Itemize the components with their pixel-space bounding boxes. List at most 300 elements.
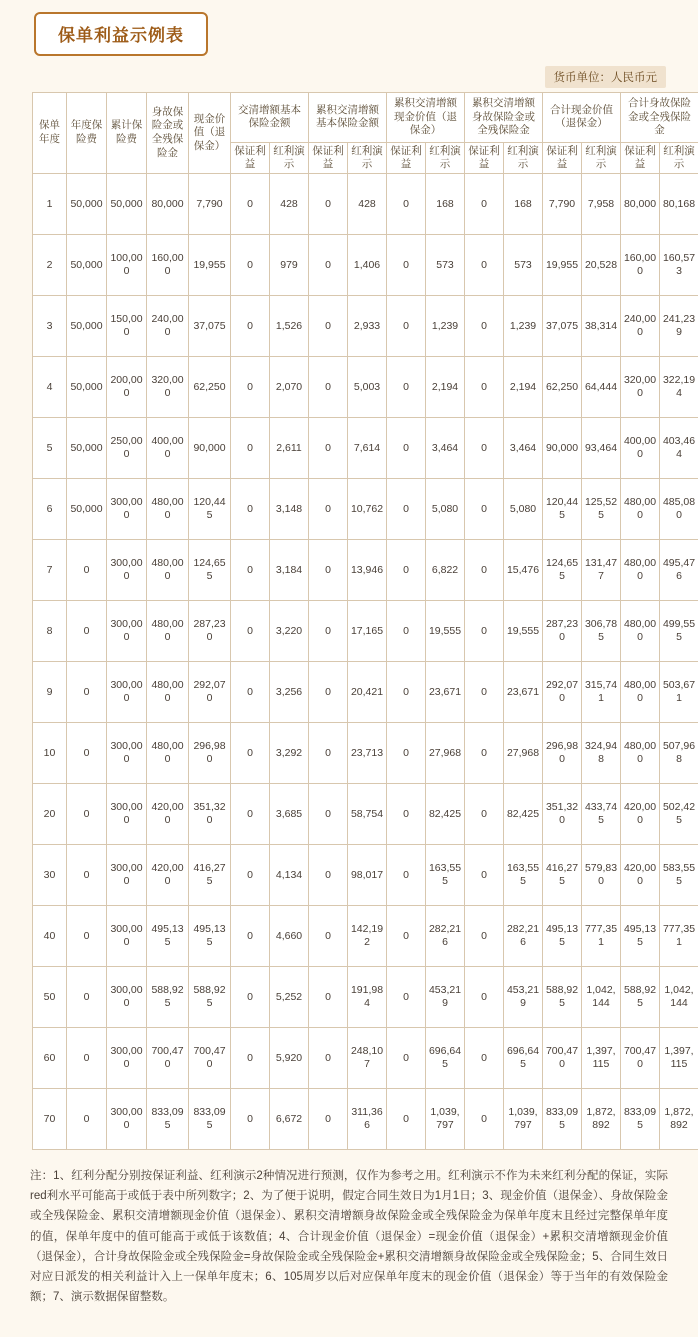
cell-g6: 833,095 (621, 1089, 660, 1150)
cell-g3: 0 (387, 540, 426, 601)
cell-g3: 0 (387, 906, 426, 967)
cell-g5: 833,095 (543, 1089, 582, 1150)
cell-g2: 0 (309, 296, 348, 357)
cell-year: 6 (33, 479, 67, 540)
cell-g6: 160,000 (621, 235, 660, 296)
cell-d4: 23,671 (504, 662, 543, 723)
cell-g5: 292,070 (543, 662, 582, 723)
table-row (33, 357, 698, 418)
cell-d4: 573 (504, 235, 543, 296)
cell-g6: 700,470 (621, 1028, 660, 1089)
cell-d5: 579,830 (582, 845, 621, 906)
cell-cash: 588,925 (189, 967, 231, 1028)
table-row (33, 235, 698, 296)
cell-d6: 495,476 (660, 540, 698, 601)
cell-g4: 0 (465, 784, 504, 845)
cell-d5: 433,745 (582, 784, 621, 845)
cell-d2: 2,933 (348, 296, 387, 357)
cell-d1: 3,685 (270, 784, 309, 845)
cell-g2: 0 (309, 479, 348, 540)
table-row (33, 1028, 698, 1089)
cell-g6: 495,135 (621, 906, 660, 967)
cell-g5: 120,445 (543, 479, 582, 540)
cell-d3: 3,464 (426, 418, 465, 479)
cell-d2: 142,192 (348, 906, 387, 967)
cell-d2: 1,406 (348, 235, 387, 296)
cell-year: 7 (33, 540, 67, 601)
cell-premium: 0 (67, 601, 107, 662)
cell-death: 480,000 (147, 662, 189, 723)
cell-g2: 0 (309, 723, 348, 784)
cell-cum_premium: 100,000 (107, 235, 147, 296)
cell-d4: 282,216 (504, 906, 543, 967)
header-row-groups (33, 93, 698, 143)
cell-g4: 0 (465, 1028, 504, 1089)
cell-cum_premium: 150,000 (107, 296, 147, 357)
cell-death: 480,000 (147, 479, 189, 540)
cell-g3: 0 (387, 1089, 426, 1150)
cell-d2: 98,017 (348, 845, 387, 906)
cell-g4: 0 (465, 418, 504, 479)
header-annual-premium: 年度保险费 (67, 93, 107, 174)
cell-g5: 700,470 (543, 1028, 582, 1089)
cell-death: 420,000 (147, 784, 189, 845)
cell-premium: 50,000 (67, 418, 107, 479)
table-body (33, 174, 698, 1150)
cell-d4: 163,555 (504, 845, 543, 906)
cell-d3: 168 (426, 174, 465, 235)
cell-cum_premium: 250,000 (107, 418, 147, 479)
cell-cum_premium: 300,000 (107, 723, 147, 784)
cell-d6: 1,397,115 (660, 1028, 698, 1089)
cell-g6: 400,000 (621, 418, 660, 479)
cell-g1: 0 (231, 906, 270, 967)
table-head (33, 93, 698, 174)
cell-g2: 0 (309, 845, 348, 906)
cell-d4: 19,555 (504, 601, 543, 662)
cell-d4: 15,476 (504, 540, 543, 601)
table-row (33, 479, 698, 540)
subheader-dividend-3: 红利演示 (426, 142, 465, 173)
cell-death: 80,000 (147, 174, 189, 235)
cell-g1: 0 (231, 479, 270, 540)
cell-g6: 420,000 (621, 845, 660, 906)
cell-d6: 485,080 (660, 479, 698, 540)
cell-g1: 0 (231, 235, 270, 296)
cell-g1: 0 (231, 418, 270, 479)
cell-d2: 17,165 (348, 601, 387, 662)
cell-d3: 282,216 (426, 906, 465, 967)
cell-premium: 0 (67, 540, 107, 601)
header-policy-year: 保单年度 (33, 93, 67, 174)
cell-cash: 37,075 (189, 296, 231, 357)
cell-cum_premium: 300,000 (107, 1028, 147, 1089)
cell-g2: 0 (309, 235, 348, 296)
cell-g3: 0 (387, 479, 426, 540)
page-title: 保单利益示例表 (34, 12, 208, 56)
cell-premium: 0 (67, 784, 107, 845)
cell-cum_premium: 300,000 (107, 662, 147, 723)
cell-cum_premium: 300,000 (107, 1089, 147, 1150)
cell-g2: 0 (309, 174, 348, 235)
benefit-illustration-table (32, 92, 698, 1150)
cell-g4: 0 (465, 479, 504, 540)
cell-d3: 163,555 (426, 845, 465, 906)
cell-g3: 0 (387, 784, 426, 845)
cell-premium: 50,000 (67, 235, 107, 296)
cell-d1: 3,292 (270, 723, 309, 784)
cell-g1: 0 (231, 540, 270, 601)
cell-d1: 428 (270, 174, 309, 235)
cell-cash: 416,275 (189, 845, 231, 906)
cell-d6: 241,239 (660, 296, 698, 357)
cell-d5: 777,351 (582, 906, 621, 967)
cell-d5: 1,042,144 (582, 967, 621, 1028)
cell-g3: 0 (387, 845, 426, 906)
cell-g4: 0 (465, 1089, 504, 1150)
cell-d4: 27,968 (504, 723, 543, 784)
cell-year: 9 (33, 662, 67, 723)
cell-cash: 90,000 (189, 418, 231, 479)
cell-g2: 0 (309, 906, 348, 967)
cell-g4: 0 (465, 723, 504, 784)
cell-g1: 0 (231, 845, 270, 906)
cell-g4: 0 (465, 357, 504, 418)
cell-g4: 0 (465, 174, 504, 235)
cell-premium: 0 (67, 1089, 107, 1150)
table-row (33, 174, 698, 235)
subheader-dividend-4: 红利演示 (504, 142, 543, 173)
table-row (33, 296, 698, 357)
cell-d5: 324,948 (582, 723, 621, 784)
cell-g3: 0 (387, 1028, 426, 1089)
currency-note-row (0, 62, 698, 92)
cell-g3: 0 (387, 601, 426, 662)
cell-d5: 1,397,115 (582, 1028, 621, 1089)
cell-g2: 0 (309, 784, 348, 845)
cell-cum_premium: 300,000 (107, 601, 147, 662)
cell-premium: 0 (67, 967, 107, 1028)
cell-d2: 20,421 (348, 662, 387, 723)
cell-g6: 480,000 (621, 540, 660, 601)
cell-g2: 0 (309, 1089, 348, 1150)
cell-d6: 1,042,144 (660, 967, 698, 1028)
cell-d3: 19,555 (426, 601, 465, 662)
cell-g5: 416,275 (543, 845, 582, 906)
cell-death: 833,095 (147, 1089, 189, 1150)
cell-cash: 124,655 (189, 540, 231, 601)
cell-d2: 7,614 (348, 418, 387, 479)
cell-death: 320,000 (147, 357, 189, 418)
header-group-cum-paidup-cash: 累积交清增额现金价值（退保金） (387, 93, 465, 143)
cell-d6: 403,464 (660, 418, 698, 479)
cell-g2: 0 (309, 357, 348, 418)
cell-d2: 191,984 (348, 967, 387, 1028)
cell-d4: 2,194 (504, 357, 543, 418)
cell-g5: 19,955 (543, 235, 582, 296)
cell-d1: 5,252 (270, 967, 309, 1028)
cell-g5: 62,250 (543, 357, 582, 418)
cell-d2: 23,713 (348, 723, 387, 784)
subheader-guarantee-5: 保证利益 (543, 142, 582, 173)
subheader-guarantee-4: 保证利益 (465, 142, 504, 173)
cell-g6: 480,000 (621, 662, 660, 723)
cell-d3: 573 (426, 235, 465, 296)
cell-year: 2 (33, 235, 67, 296)
cell-cum_premium: 300,000 (107, 906, 147, 967)
cell-g5: 287,230 (543, 601, 582, 662)
cell-g3: 0 (387, 662, 426, 723)
cell-d3: 453,219 (426, 967, 465, 1028)
cell-g4: 0 (465, 540, 504, 601)
cell-g2: 0 (309, 1028, 348, 1089)
cell-d6: 583,555 (660, 845, 698, 906)
cell-cum_premium: 300,000 (107, 540, 147, 601)
cell-death: 700,470 (147, 1028, 189, 1089)
subheader-dividend-1: 红利演示 (270, 142, 309, 173)
cell-g6: 420,000 (621, 784, 660, 845)
cell-g5: 351,320 (543, 784, 582, 845)
cell-g6: 480,000 (621, 601, 660, 662)
cell-cash: 495,135 (189, 906, 231, 967)
cell-d2: 13,946 (348, 540, 387, 601)
table-row (33, 845, 698, 906)
cell-premium: 0 (67, 662, 107, 723)
cell-death: 480,000 (147, 540, 189, 601)
cell-d4: 1,039,797 (504, 1089, 543, 1150)
cell-d2: 10,762 (348, 479, 387, 540)
currency-note: 货币单位：人民币元 (545, 66, 667, 88)
header-cash-value: 现金价值（退保金） (189, 93, 231, 174)
header-cumulative-premium: 累计保险费 (107, 93, 147, 174)
table-row (33, 967, 698, 1028)
cell-year: 20 (33, 784, 67, 845)
cell-year: 1 (33, 174, 67, 235)
cell-cum_premium: 300,000 (107, 967, 147, 1028)
cell-d3: 27,968 (426, 723, 465, 784)
cell-g1: 0 (231, 967, 270, 1028)
cell-premium: 50,000 (67, 479, 107, 540)
cell-d1: 3,184 (270, 540, 309, 601)
cell-g3: 0 (387, 235, 426, 296)
header-group-total-death: 合计身故保险金或全残保险金 (621, 93, 698, 143)
cell-d4: 453,219 (504, 967, 543, 1028)
cell-g2: 0 (309, 967, 348, 1028)
cell-cash: 296,980 (189, 723, 231, 784)
cell-d3: 1,239 (426, 296, 465, 357)
cell-d5: 20,528 (582, 235, 621, 296)
cell-death: 240,000 (147, 296, 189, 357)
cell-cash: 351,320 (189, 784, 231, 845)
cell-cum_premium: 300,000 (107, 479, 147, 540)
cell-death: 480,000 (147, 601, 189, 662)
cell-death: 480,000 (147, 723, 189, 784)
cell-d4: 5,080 (504, 479, 543, 540)
cell-g3: 0 (387, 723, 426, 784)
cell-premium: 0 (67, 723, 107, 784)
cell-d5: 93,464 (582, 418, 621, 479)
cell-d2: 428 (348, 174, 387, 235)
subheader-guarantee-2: 保证利益 (309, 142, 348, 173)
cell-d1: 3,256 (270, 662, 309, 723)
cell-g4: 0 (465, 662, 504, 723)
table-row (33, 1089, 698, 1150)
cell-d5: 64,444 (582, 357, 621, 418)
cell-d4: 1,239 (504, 296, 543, 357)
cell-g4: 0 (465, 296, 504, 357)
cell-death: 495,135 (147, 906, 189, 967)
table-row (33, 418, 698, 479)
cell-d6: 80,168 (660, 174, 698, 235)
cell-d5: 315,741 (582, 662, 621, 723)
cell-d1: 4,660 (270, 906, 309, 967)
cell-d3: 82,425 (426, 784, 465, 845)
benefit-table-wrap (0, 92, 698, 1150)
cell-g3: 0 (387, 296, 426, 357)
cell-d5: 306,785 (582, 601, 621, 662)
table-row (33, 723, 698, 784)
header-group-paidup-basic: 交清增额基本保险金额 (231, 93, 309, 143)
cell-d1: 4,134 (270, 845, 309, 906)
cell-year: 5 (33, 418, 67, 479)
cell-g6: 480,000 (621, 479, 660, 540)
cell-d1: 3,220 (270, 601, 309, 662)
cell-d6: 160,573 (660, 235, 698, 296)
cell-d3: 2,194 (426, 357, 465, 418)
cell-g4: 0 (465, 235, 504, 296)
cell-d2: 248,107 (348, 1028, 387, 1089)
cell-d6: 1,872,892 (660, 1089, 698, 1150)
cell-d1: 1,526 (270, 296, 309, 357)
table-row (33, 662, 698, 723)
cell-d3: 6,822 (426, 540, 465, 601)
cell-g4: 0 (465, 845, 504, 906)
subheader-dividend-2: 红利演示 (348, 142, 387, 173)
cell-cash: 7,790 (189, 174, 231, 235)
cell-g4: 0 (465, 967, 504, 1028)
cell-g4: 0 (465, 601, 504, 662)
cell-g2: 0 (309, 662, 348, 723)
cell-d1: 979 (270, 235, 309, 296)
cell-g3: 0 (387, 357, 426, 418)
cell-d5: 7,958 (582, 174, 621, 235)
cell-cash: 700,470 (189, 1028, 231, 1089)
cell-year: 30 (33, 845, 67, 906)
cell-premium: 50,000 (67, 357, 107, 418)
cell-g3: 0 (387, 174, 426, 235)
cell-g6: 240,000 (621, 296, 660, 357)
cell-year: 60 (33, 1028, 67, 1089)
cell-year: 40 (33, 906, 67, 967)
cell-g3: 0 (387, 418, 426, 479)
subheader-dividend-6: 红利演示 (660, 142, 698, 173)
cell-d5: 125,525 (582, 479, 621, 540)
cell-premium: 0 (67, 1028, 107, 1089)
table-row (33, 784, 698, 845)
cell-death: 400,000 (147, 418, 189, 479)
title-area (0, 0, 698, 62)
subheader-guarantee-3: 保证利益 (387, 142, 426, 173)
cell-cash: 120,445 (189, 479, 231, 540)
cell-g6: 480,000 (621, 723, 660, 784)
cell-death: 160,000 (147, 235, 189, 296)
cell-g1: 0 (231, 662, 270, 723)
cell-g1: 0 (231, 784, 270, 845)
table-row (33, 906, 698, 967)
subheader-guarantee-1: 保证利益 (231, 142, 270, 173)
cell-g1: 0 (231, 1089, 270, 1150)
cell-cash: 287,230 (189, 601, 231, 662)
cell-cum_premium: 300,000 (107, 784, 147, 845)
cell-d5: 131,477 (582, 540, 621, 601)
cell-premium: 50,000 (67, 174, 107, 235)
cell-cash: 62,250 (189, 357, 231, 418)
header-group-cum-paidup-death: 累积交清增额身故保险金或全残保险金 (465, 93, 543, 143)
cell-g2: 0 (309, 418, 348, 479)
cell-g5: 495,135 (543, 906, 582, 967)
cell-d5: 1,872,892 (582, 1089, 621, 1150)
cell-d6: 499,555 (660, 601, 698, 662)
cell-d6: 502,425 (660, 784, 698, 845)
cell-g4: 0 (465, 906, 504, 967)
header-group-cum-paidup-basic: 累积交清增额基本保险金额 (309, 93, 387, 143)
cell-cum_premium: 50,000 (107, 174, 147, 235)
cell-year: 10 (33, 723, 67, 784)
cell-g3: 0 (387, 967, 426, 1028)
cell-g5: 90,000 (543, 418, 582, 479)
cell-d3: 5,080 (426, 479, 465, 540)
cell-year: 50 (33, 967, 67, 1028)
subheader-guarantee-6: 保证利益 (621, 142, 660, 173)
table-row (33, 601, 698, 662)
cell-d4: 168 (504, 174, 543, 235)
cell-d1: 6,672 (270, 1089, 309, 1150)
footnote: 注：1、红利分配分别按保证利益、红利演示2种情况进行预测，仅作为参考之用。红利演示不作为未来红利分配的保证，实际red利水平可能高于或低于表中所列数字；2、为了便于说明，假定合同生效日为1月1日；3、现金价值（退保金）、身故保险金或全残保险金、累积交清增额现金价值（退保金）、累积交清增额身故保险金或全残保险金为保单年度末且经过完整保单年度的值，保单年度中的值可能高于或低于该数值；4、合计现金价值（退保金）=现金价值（退保金）+累积交清增额现金价值（退保金），合计身故保险金或全残保险金=身故保险金或全残保险金+累积交清增额身故保险金或全残保险金；5、合同生效日对应日派发的相关利益计入上一保单年度末；6、105周岁以后对应保单年度末的现金价值（退保金）等于当年的有效保险金额；7、演示数据保留整数。 (0, 1150, 698, 1327)
cell-g1: 0 (231, 357, 270, 418)
header-death-benefit: 身故保险金或全残保险金 (147, 93, 189, 174)
cell-d2: 311,366 (348, 1089, 387, 1150)
cell-g2: 0 (309, 540, 348, 601)
cell-cum_premium: 200,000 (107, 357, 147, 418)
subheader-dividend-5: 红利演示 (582, 142, 621, 173)
cell-year: 3 (33, 296, 67, 357)
cell-g5: 296,980 (543, 723, 582, 784)
cell-premium: 0 (67, 906, 107, 967)
cell-death: 588,925 (147, 967, 189, 1028)
cell-g1: 0 (231, 723, 270, 784)
cell-year: 8 (33, 601, 67, 662)
cell-g5: 7,790 (543, 174, 582, 235)
cell-g1: 0 (231, 174, 270, 235)
cell-g6: 320,000 (621, 357, 660, 418)
cell-death: 420,000 (147, 845, 189, 906)
cell-d4: 82,425 (504, 784, 543, 845)
cell-d6: 503,671 (660, 662, 698, 723)
header-group-total-cash: 合计现金价值（退保金） (543, 93, 621, 143)
cell-g1: 0 (231, 296, 270, 357)
table-row (33, 540, 698, 601)
cell-d3: 23,671 (426, 662, 465, 723)
cell-d4: 3,464 (504, 418, 543, 479)
cell-d4: 696,645 (504, 1028, 543, 1089)
cell-cash: 833,095 (189, 1089, 231, 1150)
cell-g2: 0 (309, 601, 348, 662)
cell-g5: 124,655 (543, 540, 582, 601)
cell-cash: 292,070 (189, 662, 231, 723)
cell-d1: 5,920 (270, 1028, 309, 1089)
cell-d3: 1,039,797 (426, 1089, 465, 1150)
cell-d1: 2,070 (270, 357, 309, 418)
